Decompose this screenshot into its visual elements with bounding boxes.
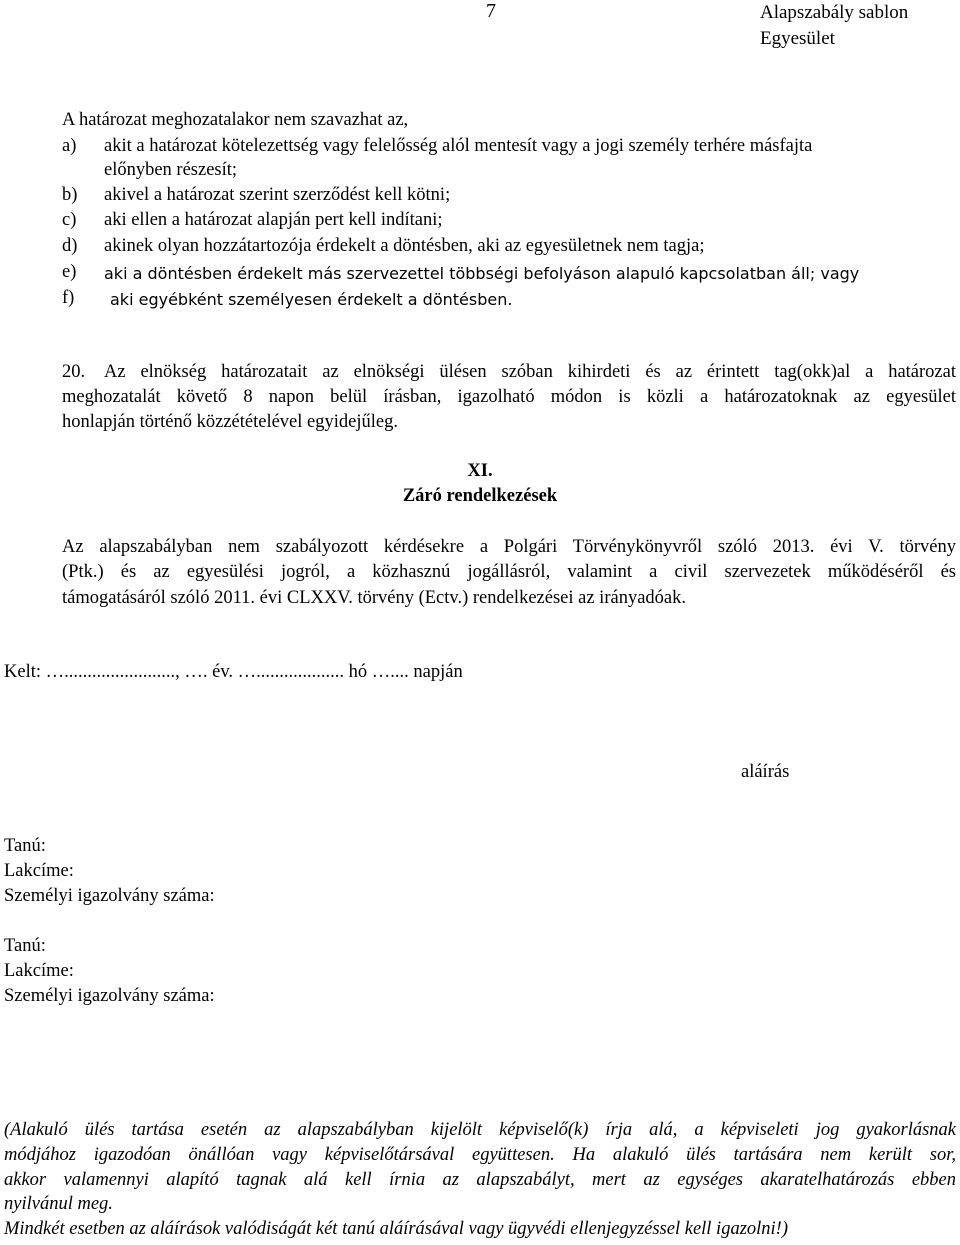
document-subtitle: Egyesület <box>760 28 835 49</box>
document-title: Alapszabály sablon <box>760 2 909 23</box>
witness-address-label: Lakcíme: <box>4 861 74 881</box>
paragraph-line: Az elnökség határozatait az elnökségi ülésen szóban kihirdeti és az érintett tag(okk)al a határozat <box>104 362 956 382</box>
note-line: módjához igazodóan önállóan vagy képviselőtársával együttesen. Ha alakuló ülés tartására nem került sor, <box>4 1145 956 1165</box>
section-title: Záró rendelkezések <box>402 486 558 506</box>
note-line: nyilvánul meg. <box>4 1194 113 1214</box>
witness-id-label: Személyi igazolvány száma: <box>4 886 215 906</box>
list-item-letter: c) <box>62 210 77 230</box>
section-line: támogatásáról szóló 2011. évi CLXXV. törvény (Ectv.) rendelkezései az irányadóak. <box>62 588 686 608</box>
note-line: Mindkét esetben az aláírások valódiságát két tanú aláírásával vagy ügyvédi ellenjegyzéssel kell igazolni!) <box>4 1219 789 1239</box>
page-number: 7 <box>486 0 496 22</box>
paragraph-number: 20. <box>62 362 86 382</box>
list-item-text-continued: előnyben részesít; <box>104 160 238 180</box>
list-item-text: akinek olyan hozzátartozója érdekelt a döntésben, aki az egyesületnek nem tagja; <box>104 236 705 256</box>
note-line: (Alakuló ülés tartása esetén az alapszabályban kijelölt képviselő(k) írja alá, a képviseleti jog gyakorlásnak <box>4 1120 956 1140</box>
list-item-letter: a) <box>62 136 77 156</box>
signature-label: aláírás <box>741 762 790 782</box>
conflict-intro: A határozat meghozatalakor nem szavazhat az, <box>62 110 409 130</box>
list-item-text: akit a határozat kötelezettség vagy felelősség alól mentesít vagy a jogi személy terhére másfajta <box>104 136 813 156</box>
witness-id-label: Személyi igazolvány száma: <box>4 986 215 1006</box>
list-item-letter: d) <box>62 236 78 256</box>
list-item-letter: f) <box>62 288 75 308</box>
section-line: Az alapszabályban nem szabályozott kérdésekre a Polgári Törvénykönyvről szóló 2013. évi V. törvény <box>62 537 956 557</box>
note-line: akkor valamennyi alapító tagnak alá kell írnia az alapszabályt, mert az egységes akaratelhatározás ebben <box>4 1170 956 1190</box>
witness-address-label: Lakcíme: <box>4 961 74 981</box>
list-item-letter: b) <box>62 185 78 205</box>
paragraph-line: honlapján történő közzétételével egyidejűleg. <box>62 412 398 432</box>
section-number: XI. <box>467 461 493 481</box>
list-item-text: aki egyébként személyesen érdekelt a döntésben. <box>110 290 513 309</box>
dated-line: Kelt: …........................, …. év. …................... hó ….... napján <box>4 662 463 682</box>
list-item-text: aki ellen a határozat alapján pert kell indítani; <box>104 210 443 230</box>
section-line: (Ptk.) és az egyesülési jogról, a közhasznú jogállásról, valamint a civil szervezetek működéséről és <box>62 562 956 582</box>
list-item-letter: e) <box>62 262 77 282</box>
witness-label: Tanú: <box>4 836 46 856</box>
list-item-text: aki a döntésben érdekelt más szervezettel többségi befolyáson alapuló kapcsolatban áll; vagy <box>104 264 860 283</box>
witness-label: Tanú: <box>4 936 46 956</box>
list-item-text: akivel a határozat szerint szerződést kell kötni; <box>104 185 451 205</box>
paragraph-line: meghozatalát követő 8 napon belül írásban, igazolható módon is közli a határozatoknak az egyesület <box>62 387 956 407</box>
